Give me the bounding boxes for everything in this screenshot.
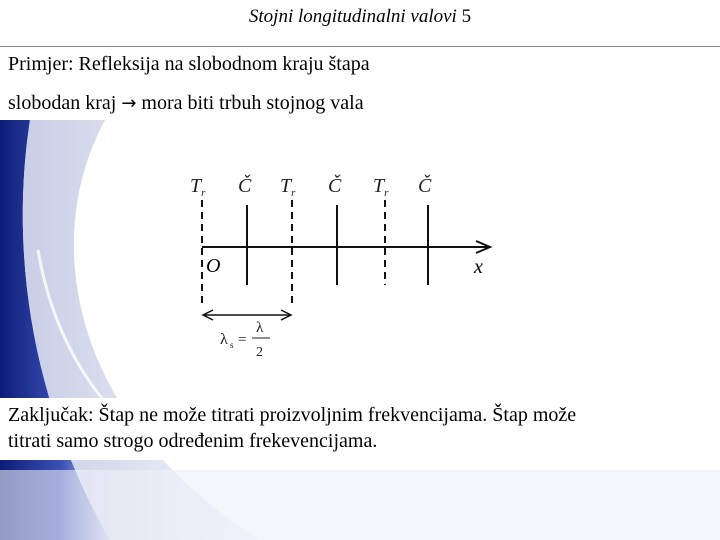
label-antinode-3: $T_r$ bbox=[373, 175, 389, 199]
statement-before: slobodan kraj bbox=[8, 92, 117, 114]
conclusion-line-1: Zaključak: Štap ne može titrati proizvoljnim frekvencijama. Štap može bbox=[8, 404, 577, 426]
formula-denominator: 2 bbox=[256, 345, 263, 360]
right-arrow-icon: → bbox=[121, 93, 137, 114]
formula-equals: = bbox=[238, 332, 247, 348]
wavelength-formula bbox=[220, 320, 270, 360]
label-node-2: Č bbox=[328, 175, 342, 197]
formula-lambda-s: λ bbox=[220, 331, 228, 348]
formula-subscript: s bbox=[230, 340, 234, 350]
label-node-1: Č bbox=[238, 175, 252, 197]
conclusion-line-2: titrati samo strogo određenim frekevencijama. bbox=[8, 430, 378, 452]
label-antinode-2: $T_r$ bbox=[280, 175, 296, 199]
origin-label: O bbox=[206, 255, 221, 277]
formula-numerator: λ bbox=[256, 320, 264, 336]
x-axis-label: x bbox=[474, 256, 483, 278]
label-node-3: Č bbox=[418, 175, 432, 197]
slide-title-text: Stojni longitudinalni valovi bbox=[248, 6, 457, 27]
label-antinode-1: $T_r$ bbox=[190, 175, 206, 199]
statement-after: mora biti trbuh stojnog vala bbox=[141, 92, 364, 114]
slide-number: 5 bbox=[461, 6, 472, 27]
example-line: Primjer: Refleksija na slobodnom kraju štapa bbox=[0, 46, 720, 80]
